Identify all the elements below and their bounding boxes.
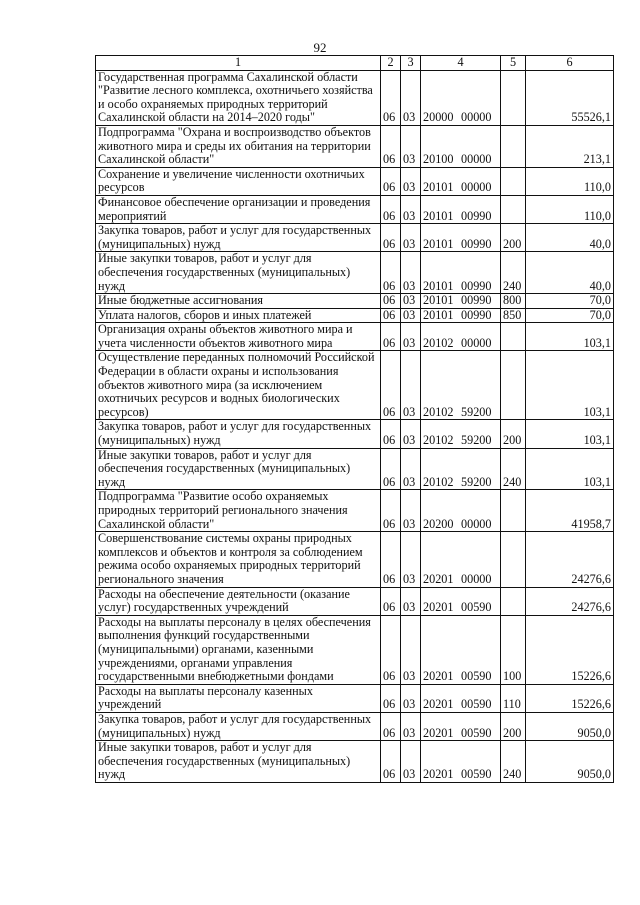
- row-subsection-code: 03: [401, 125, 421, 167]
- header-col-section: 2: [381, 56, 401, 71]
- row-expense-type-code: [501, 490, 526, 532]
- row-name: Совершенствование системы охраны природных комплексов и объектов и контроля за соблюдением режима особо охраняемых природных территорий регионального значения: [96, 532, 381, 587]
- target-item-direction-part: 59200: [461, 474, 492, 489]
- table-row: [96, 351, 614, 420]
- target-item-direction-part: 00990: [461, 308, 492, 322]
- target-item-program-part: 20100: [423, 152, 454, 167]
- row-amount: 15226,6: [526, 615, 614, 684]
- row-section-code: 06: [381, 224, 401, 252]
- row-amount: 103,1: [526, 448, 614, 490]
- row-subsection-code: 03: [401, 308, 421, 323]
- row-section-code: 06: [381, 490, 401, 532]
- row-name: Подпрограмма "Развитие особо охраняемых природных территорий регионального значения Сахалинской области": [96, 490, 381, 532]
- table-row: [96, 587, 614, 615]
- row-target-item-code: [421, 532, 501, 587]
- target-item-program-part: 20101: [423, 278, 454, 293]
- target-item-direction-part: 00590: [461, 600, 492, 615]
- row-expense-type-code: 240: [501, 741, 526, 783]
- target-item-direction-part: 00990: [461, 208, 492, 223]
- row-expense-type-code: [501, 70, 526, 125]
- row-target-item-code: [421, 195, 501, 223]
- target-item-program-part: 20200: [423, 516, 454, 531]
- row-section-code: 06: [381, 70, 401, 125]
- target-item-direction-part: 00590: [461, 697, 492, 712]
- header-col-amount: 6: [526, 56, 614, 71]
- target-item-program-part: 20102: [423, 335, 454, 350]
- row-section-code: 06: [381, 195, 401, 223]
- row-name: Сохранение и увеличение численности охотничьих ресурсов: [96, 167, 381, 195]
- row-subsection-code: 03: [401, 195, 421, 223]
- row-subsection-code: 03: [401, 532, 421, 587]
- row-subsection-code: 03: [401, 448, 421, 490]
- row-subsection-code: 03: [401, 684, 421, 712]
- row-amount: 110,0: [526, 195, 614, 223]
- row-expense-type-code: 240: [501, 252, 526, 294]
- target-item-direction-part: 00000: [461, 152, 492, 167]
- row-target-item-code: [421, 323, 501, 351]
- row-section-code: 06: [381, 532, 401, 587]
- row-name: Расходы на обеспечение деятельности (оказание услуг) государственных учреждений: [96, 587, 381, 615]
- target-item-direction-part: 00000: [461, 516, 492, 531]
- row-section-code: 06: [381, 167, 401, 195]
- row-target-item-code: [421, 224, 501, 252]
- row-amount: 110,0: [526, 167, 614, 195]
- row-section-code: 06: [381, 684, 401, 712]
- table-row: [96, 741, 614, 783]
- table-row: [96, 294, 614, 309]
- target-item-direction-part: 00590: [461, 669, 492, 684]
- target-item-direction-part: 59200: [461, 404, 492, 419]
- row-expense-type-code: [501, 323, 526, 351]
- row-expense-type-code: 100: [501, 615, 526, 684]
- row-name: Закупка товаров, работ и услуг для государственных (муниципальных) нужд: [96, 712, 381, 740]
- table-row: [96, 532, 614, 587]
- row-name: Закупка товаров, работ и услуг для государственных (муниципальных) нужд: [96, 420, 381, 448]
- row-subsection-code: 03: [401, 294, 421, 309]
- row-subsection-code: 03: [401, 490, 421, 532]
- row-amount: 9050,0: [526, 741, 614, 783]
- row-expense-type-code: [501, 195, 526, 223]
- target-item-direction-part: 00590: [461, 725, 492, 740]
- target-item-program-part: 20101: [423, 308, 454, 322]
- row-section-code: 06: [381, 712, 401, 740]
- row-target-item-code: [421, 741, 501, 783]
- row-name: Государственная программа Сахалинской области "Развитие лесного комплекса, охотничьего хозяйства и особо охраняемых природных территорий Сахалинской области на 2014–2020 годы": [96, 70, 381, 125]
- header-col-expense-type: 5: [501, 56, 526, 71]
- row-amount: 103,1: [526, 351, 614, 420]
- row-section-code: 06: [381, 741, 401, 783]
- table-row: [96, 323, 614, 351]
- row-expense-type-code: 200: [501, 712, 526, 740]
- target-item-direction-part: 00990: [461, 236, 492, 251]
- row-name: Иные закупки товаров, работ и услуг для обеспечения государственных (муниципальных) нужд: [96, 252, 381, 294]
- row-amount: 55526,1: [526, 70, 614, 125]
- target-item-program-part: 20102: [423, 474, 454, 489]
- row-amount: 40,0: [526, 224, 614, 252]
- row-subsection-code: 03: [401, 615, 421, 684]
- row-target-item-code: [421, 70, 501, 125]
- row-name: Иные закупки товаров, работ и услуг для обеспечения государственных (муниципальных) нужд: [96, 448, 381, 490]
- row-target-item-code: [421, 351, 501, 420]
- row-section-code: 06: [381, 448, 401, 490]
- row-target-item-code: [421, 448, 501, 490]
- row-name: Иные закупки товаров, работ и услуг для обеспечения государственных (муниципальных) нужд: [96, 741, 381, 783]
- row-name: Финансовое обеспечение организации и проведения мероприятий: [96, 195, 381, 223]
- table-row: [96, 70, 614, 125]
- target-item-program-part: 20102: [423, 433, 454, 448]
- target-item-program-part: 20201: [423, 767, 454, 782]
- row-section-code: 06: [381, 308, 401, 323]
- target-item-program-part: 20101: [423, 236, 454, 251]
- target-item-direction-part: 59200: [461, 433, 492, 448]
- row-section-code: 06: [381, 294, 401, 309]
- row-subsection-code: 03: [401, 741, 421, 783]
- target-item-direction-part: 00000: [461, 110, 492, 125]
- table-row: [96, 224, 614, 252]
- budget-table: [95, 55, 614, 783]
- table-row: [96, 490, 614, 532]
- row-name: Организация охраны объектов животного мира и учета численности объектов животного мира: [96, 323, 381, 351]
- target-item-direction-part: 00000: [461, 335, 492, 350]
- row-subsection-code: 03: [401, 420, 421, 448]
- row-target-item-code: [421, 420, 501, 448]
- target-item-program-part: 20201: [423, 697, 454, 712]
- row-target-item-code: [421, 167, 501, 195]
- row-name: Подпрограмма "Охрана и воспроизводство объектов животного мира и среды их обитания на территории Сахалинской области": [96, 125, 381, 167]
- row-target-item-code: [421, 125, 501, 167]
- target-item-direction-part: 00590: [461, 767, 492, 782]
- target-item-program-part: 20201: [423, 725, 454, 740]
- row-name: Закупка товаров, работ и услуг для государственных (муниципальных) нужд: [96, 224, 381, 252]
- header-col-target-item: 4: [421, 56, 501, 71]
- target-item-program-part: 20102: [423, 404, 454, 419]
- row-amount: 70,0: [526, 308, 614, 323]
- header-col-subsection: 3: [401, 56, 421, 71]
- row-subsection-code: 03: [401, 351, 421, 420]
- target-item-direction-part: 00990: [461, 293, 492, 308]
- row-target-item-code: [421, 587, 501, 615]
- row-amount: 103,1: [526, 420, 614, 448]
- row-amount: 40,0: [526, 252, 614, 294]
- row-section-code: 06: [381, 351, 401, 420]
- table-row: [96, 420, 614, 448]
- row-target-item-code: [421, 712, 501, 740]
- target-item-program-part: 20201: [423, 571, 454, 586]
- row-section-code: 06: [381, 323, 401, 351]
- row-expense-type-code: [501, 587, 526, 615]
- row-subsection-code: 03: [401, 70, 421, 125]
- table-row: [96, 684, 614, 712]
- row-expense-type-code: 110: [501, 684, 526, 712]
- row-amount: 70,0: [526, 294, 614, 309]
- row-name: Уплата налогов, сборов и иных платежей: [96, 308, 381, 323]
- row-name: Иные бюджетные ассигнования: [96, 294, 381, 309]
- row-expense-type-code: [501, 351, 526, 420]
- target-item-direction-part: 00000: [461, 180, 492, 195]
- row-expense-type-code: [501, 532, 526, 587]
- row-subsection-code: 03: [401, 712, 421, 740]
- page-number: 92: [313, 40, 327, 55]
- row-expense-type-code: 850: [501, 308, 526, 323]
- row-expense-type-code: 240: [501, 448, 526, 490]
- target-item-program-part: 20201: [423, 669, 454, 684]
- row-target-item-code: [421, 684, 501, 712]
- row-target-item-code: [421, 615, 501, 684]
- target-item-program-part: 20000: [423, 110, 454, 125]
- row-name: Расходы на выплаты персоналу казенных учреждений: [96, 684, 381, 712]
- table-row: [96, 167, 614, 195]
- header-col-name: 1: [96, 56, 381, 71]
- table-row: [96, 615, 614, 684]
- row-expense-type-code: [501, 125, 526, 167]
- row-expense-type-code: 200: [501, 224, 526, 252]
- table-row: [96, 448, 614, 490]
- row-amount: 213,1: [526, 125, 614, 167]
- row-amount: 103,1: [526, 323, 614, 351]
- row-amount: 24276,6: [526, 587, 614, 615]
- table-row: [96, 195, 614, 223]
- row-section-code: 06: [381, 125, 401, 167]
- row-target-item-code: [421, 252, 501, 294]
- row-section-code: 06: [381, 252, 401, 294]
- target-item-program-part: 20101: [423, 180, 454, 195]
- target-item-program-part: 20101: [423, 208, 454, 223]
- header-row: [96, 56, 614, 71]
- target-item-direction-part: 00990: [461, 278, 492, 293]
- target-item-direction-part: 00000: [461, 571, 492, 586]
- row-subsection-code: 03: [401, 224, 421, 252]
- target-item-program-part: 20201: [423, 600, 454, 615]
- row-section-code: 06: [381, 420, 401, 448]
- row-section-code: 06: [381, 615, 401, 684]
- row-name: Расходы на выплаты персоналу в целях обеспечения выполнения функций государственными (муниципальными) органами, казенными учреждениями, органами управления государственными внебюджетными фондами: [96, 615, 381, 684]
- row-section-code: 06: [381, 587, 401, 615]
- row-target-item-code: [421, 490, 501, 532]
- row-expense-type-code: [501, 167, 526, 195]
- row-expense-type-code: 200: [501, 420, 526, 448]
- table-row: [96, 125, 614, 167]
- table-row: [96, 308, 614, 323]
- target-item-program-part: 20101: [423, 293, 454, 308]
- row-amount: 9050,0: [526, 712, 614, 740]
- row-target-item-code: [421, 294, 501, 309]
- row-amount: 15226,6: [526, 684, 614, 712]
- row-expense-type-code: 800: [501, 294, 526, 309]
- row-subsection-code: 03: [401, 167, 421, 195]
- table-row: [96, 712, 614, 740]
- row-amount: 24276,6: [526, 532, 614, 587]
- row-subsection-code: 03: [401, 252, 421, 294]
- row-target-item-code: [421, 308, 501, 323]
- row-amount: 41958,7: [526, 490, 614, 532]
- row-subsection-code: 03: [401, 323, 421, 351]
- table-row: [96, 252, 614, 294]
- row-subsection-code: 03: [401, 587, 421, 615]
- row-name: Осуществление переданных полномочий Российской Федерации в области охраны и использования объектов животного мира (за исключением охотничьих ресурсов и водных биологических ресурсов): [96, 351, 381, 420]
